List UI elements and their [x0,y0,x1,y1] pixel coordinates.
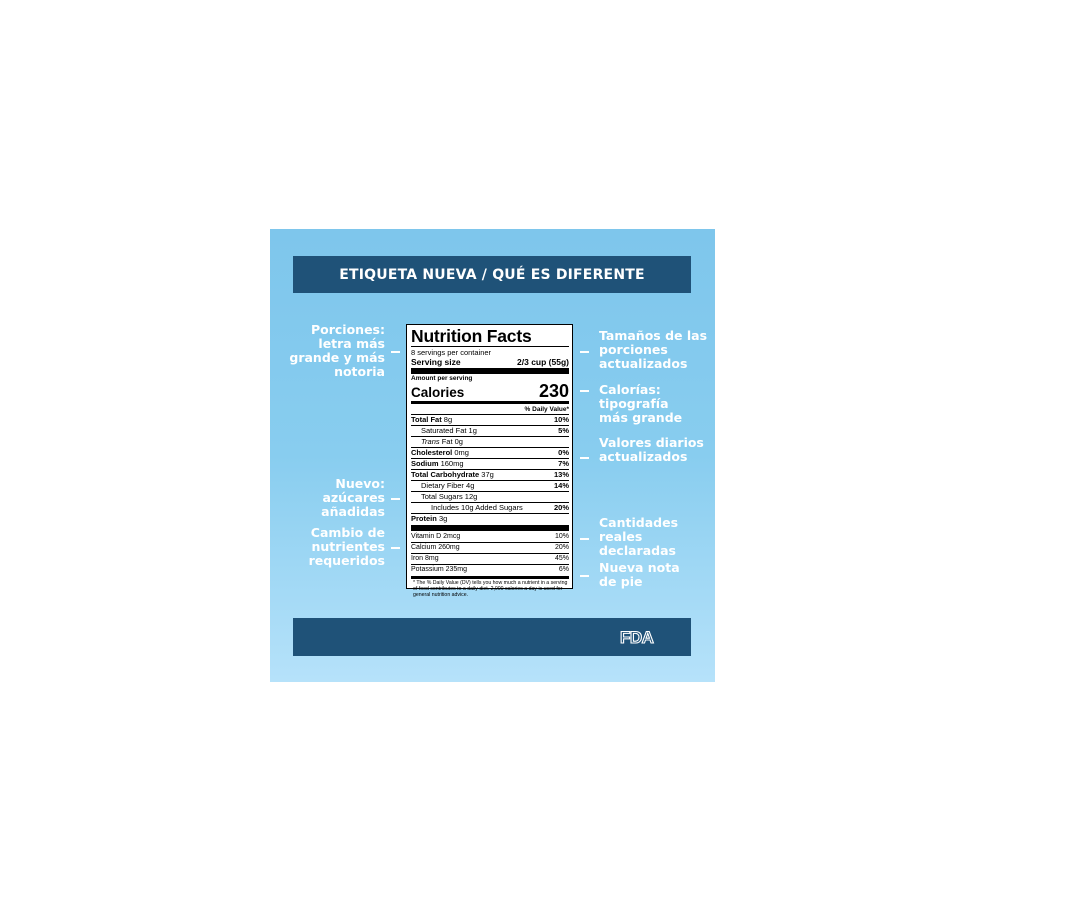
nutrient-row-dietary-fiber: Dietary Fiber 4g 14% [411,480,569,491]
micro-row-iron: Iron 8mg 45% [411,554,569,562]
micro-row-calcium: Calcium 260mg 20% [411,543,569,551]
nutrient-row-sodium: Sodium 160mg 7% [411,458,569,468]
annotation-dash [580,538,589,540]
micro-row-vitamin-d: Vitamin D 2mcg 10% [411,532,569,540]
nutrient-row-saturated-fat: Saturated Fat 1g 5% [411,425,569,436]
calories-value: 230 [538,380,569,401]
nutrient-row-total-sugars: Total Sugars 12g [411,491,569,502]
svg-text:FDA: FDA [620,628,654,647]
amount-per-serving: Amount per serving [411,374,473,382]
footnote: * The % Daily Value (DV) tells you how much a nutrient in a serving of food contributes to a daily diet. 2,000 calories a day is used for general nutrition advice. [413,579,568,598]
calories-row [411,382,569,400]
thick-divider [411,368,569,374]
nutrient-row-total-fat: Total Fat 8g 10% [411,414,569,424]
nutrient-row-total-carbohydrate: Total Carbohydrate 37g 13% [411,469,569,479]
annotation-azucares: Nuevo: azúcares añadidas [321,476,385,519]
divider [411,346,569,347]
nutrition-facts-label [406,324,573,598]
fda-logo [619,627,675,647]
banner-title-text: ETIQUETA NUEVA / QUÉ ES DIFERENTE [339,266,645,283]
annotation-dash [580,575,589,577]
annotation-cantidades: Cantidades reales declaradas [599,515,679,558]
medium-divider [411,401,569,404]
annotation-dash [391,351,400,353]
annotation-dash [580,390,589,392]
annotation-valores: Valores diarios actualizados [599,435,704,464]
annotation-nutrientes: Cambio de nutrientes requeridos [308,525,385,568]
banner-title [293,256,691,293]
nutrient-row-trans-fat: Trans Fat 0g [411,436,569,447]
serving-size-row: Serving size 2/3 cup (55g) [411,356,569,367]
annotation-dash [580,351,589,353]
servings-per-container: 8 servings per container [411,347,492,357]
nutrient-row-protein: Protein 3g [411,513,569,524]
annotation-porciones: Porciones: letra más grande y más notoria [289,322,385,379]
micro-row-potassium: Potassium 235mg 6% [411,565,569,573]
annotation-dash [391,498,400,500]
annotation-calorias: Calorías: tipografía más grande [599,382,683,425]
daily-value-header: % Daily Value* [524,405,569,413]
medium-divider [411,576,569,579]
annotation-dash [391,547,400,549]
annotation-nota: Nueva nota de pie [599,560,680,589]
annotation-tamanos: Tamaños de las porciones actualizados [599,328,708,371]
nutrient-row-added-sugars: Includes 10g Added Sugars 20% [411,502,569,513]
footer-bar [293,618,691,656]
annotation-dash [580,457,589,459]
nutrition-facts-title: Nutrition Facts [411,326,532,346]
nutrient-row-cholesterol: Cholesterol 0mg 0% [411,447,569,457]
calories-label: Calories [411,384,465,400]
thick-divider [411,525,569,531]
